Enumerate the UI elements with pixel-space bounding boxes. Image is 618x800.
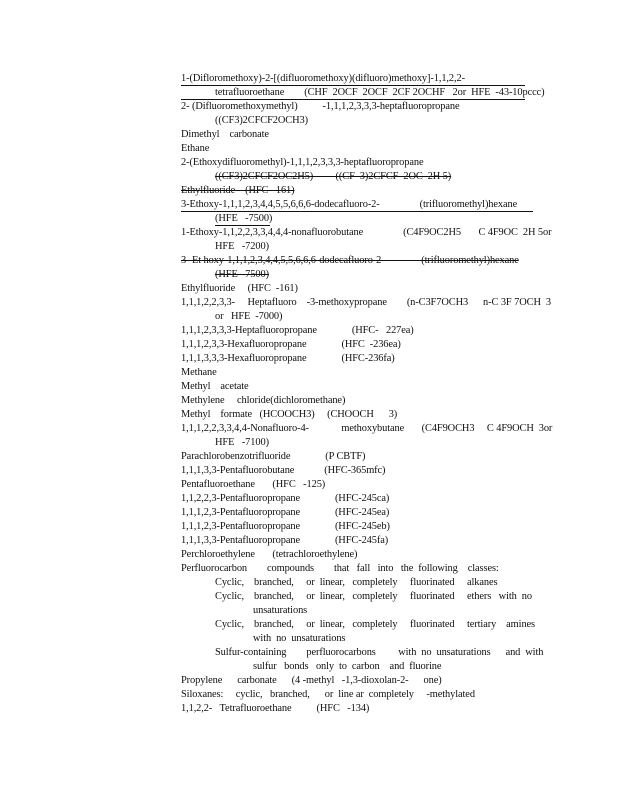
entry-line-21: 1,1,1,3,3,3-Hexafluoropropane (HFC-236fa) [181,353,395,364]
entry-line-38: Cyclic, branched, or linear, completely fluorinated ethers with no [215,591,532,602]
entry-line-43: sulfur bonds only to carbon and fluorine [253,661,442,672]
entry-line-20: 1,1,1,2,3,3-Hexafluoropropane (HFC -236ea) [181,339,401,350]
entry-line-16: Ethylfluoride (HFC -161) [181,283,298,294]
entry-line-27: HFE -7100) [215,437,269,448]
entry-line-6: Ethane [181,143,210,154]
entry-line-30: Pentafluoroethane (HFC -125) [181,479,326,490]
entry-line-37: Cyclic, branched, or linear, completely fluorinated alkanes [215,577,498,588]
entry-line-31: 1,1,2,2,3-Pentafluoropropane (HFC-245ca) [181,493,390,504]
entry-line-11: (HFE -7500) [215,213,273,224]
entry-line-8: ((CF3)2CFCF2OC2H5) ((CF 3)2CFCF 2OC 2H 5) [215,171,452,182]
entry-line-1: 1-(Difloromethoxy)-2-[(difluoromethoxy)(difluoro)methoxy]-1,1,2,2- [181,73,465,84]
entry-line-17: 1,1,1,2,2,3,3- Heptafluoro -3-methoxypropane (n-C3F7OCH3 n-C 3F 7OCH 3 [181,297,551,308]
entry-line-24: Methylene chloride(dichloromethane) [181,395,346,406]
entry-line-42: Sulfur-containing perfluorocarbons with no unsaturations and with [215,647,544,658]
entry-line-19: 1,1,1,2,3,3,3-Heptafluoropropane (HFC- 227ea) [181,325,414,336]
entry-line-29: 1,1,1,3,3-Pentafluorobutane (HFC-365mfc) [181,465,386,476]
entry-line-14: 3- Et hoxy-1,1,1,2,3,4,4,5,5,6,6,6-dodecafluoro-2 (trifluoromethyl)hexane [181,255,519,266]
entry-line-33: 1,1,1,2,3-Pentafluoropropane (HFC-245eb) [181,521,390,532]
entry-line-9: Ethylfluoride (HFC 161) [181,185,295,196]
entry-line-41: with no unsaturations [253,633,346,644]
entry-line-44: Propylene carbonate (4 -methyl -1,3-dioxolan-2- one) [181,675,442,686]
entry-line-35: Perchloroethylene (tetrachloroethylene) [181,549,358,560]
entry-line-12: 1-Ethoxy-1,1,2,2,3,3,4,4,4-nonafluorobutane (C4F9OC2H5 C 4F9OC 2H 5or [181,227,552,238]
entry-line-46: 1,1,2,2- Tetrafluoroethane (HFC -134) [181,703,370,714]
entry-line-18: or HFE -7000) [215,311,283,322]
entry-line-5: Dimethyl carbonate [181,129,269,140]
entry-line-39: unsaturations [253,605,308,616]
entry-line-23: Methyl acetate [181,381,249,392]
entry-line-40: Cyclic, branched, or linear, completely fluorinated tertiary amines [215,619,536,630]
entry-line-36: Perfluorocarbon compounds that fall into the following classes: [181,563,499,574]
entry-line-32: 1,1,1,2,3-Pentafluoropropane (HFC-245ea) [181,507,390,518]
entry-line-25: Methyl formate (HCOOCH3) (CHOOCH 3) [181,409,398,420]
entry-line-10: 3-Ethoxy-1,1,1,2,3,4,4,5,5,6,6,6-dodecafluoro-2- (trifluoromethyl)hexane [181,199,518,210]
entry-line-2: tetrafluoroethane (CHF 2OCF 2OCF 2CF 2OCHF 2or HFE -43-10pccc) [215,87,545,98]
entry-line-7: 2-(Ethoxydifluoromethyl)-1,1,1,2,3,3,3-heptafluoropropane [181,157,424,168]
entry-line-4: ((CF3)2CFCF2OCH3) [215,115,308,126]
entry-line-15: (HFE 7500) [215,269,269,280]
entry-line-13: HFE -7200) [215,241,269,252]
entry-line-22: Methane [181,367,217,378]
entry-line-3: 2- (Difluoromethoxymethyl) -1,1,1,2,3,3,3-heptafluoropropane [181,101,460,112]
entry-line-28: Parachlorobenzotrifluoride (P CBTF) [181,451,366,462]
entry-line-26: 1,1,1,2,2,3,3,4,4-Nonafluoro-4- methoxybutane (C4F9OCH3 C 4F9OCH 3or [181,423,553,434]
entry-line-45: Siloxanes: cyclic, branched, or line ar completely -methylated [181,689,475,700]
entry-line-34: 1,1,1,3,3-Pentafluoropropane (HFC-245fa) [181,535,389,546]
